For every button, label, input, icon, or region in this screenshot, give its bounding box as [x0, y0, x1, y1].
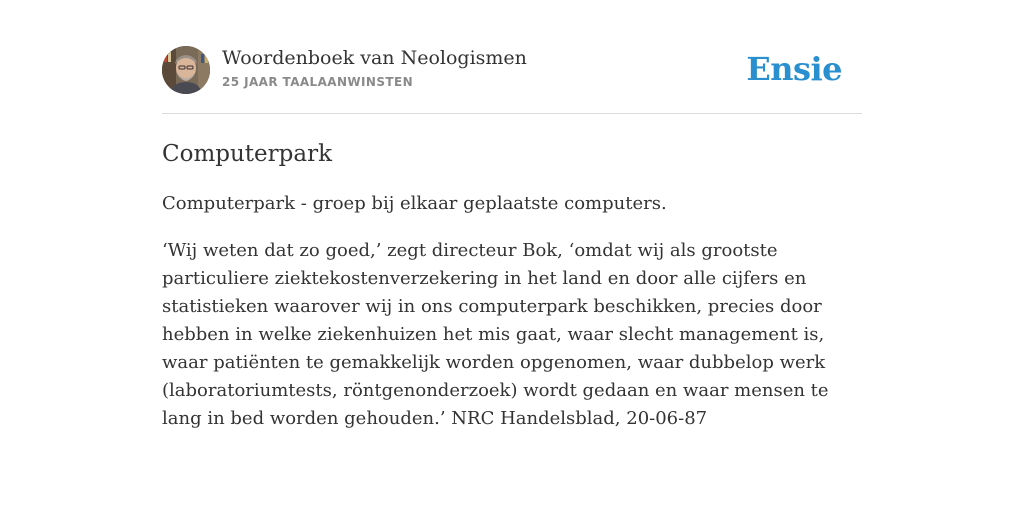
- brand-logo[interactable]: Ensie: [746, 50, 842, 88]
- avatar-portrait-icon: [162, 46, 210, 94]
- site-subtitle: 25 JAAR TAALAANWINSTEN: [222, 75, 414, 89]
- entry-term: Computerpark: [162, 141, 333, 167]
- entry-card: [162, 46, 862, 433]
- entry-quote: ‘Wij weten dat zo goed,’ zegt directeur Bok, ‘omdat wij als grootste particuliere ziektekostenverzekering in het land en door alle cijfers en statistieken waarover wij in ons computerpark beschikken, precies door hebben in welke ziekenhuizen het mis gaat, waar slecht management is, waar patiënten te gemakkelijk worden opgenomen, waar dubbelop werk (laboratoriumtests, röntgenonderzoek) wordt gedaan en waar mensen te lang in bed worden gehouden.’ NRC Handelsblad, 20-06-87: [162, 240, 829, 429]
- site-title[interactable]: Woordenboek van Neologismen: [222, 47, 527, 69]
- header: [162, 46, 862, 114]
- entry-definition: Computerpark - groep bij elkaar geplaatste computers.: [162, 193, 667, 214]
- author-avatar[interactable]: [162, 46, 210, 94]
